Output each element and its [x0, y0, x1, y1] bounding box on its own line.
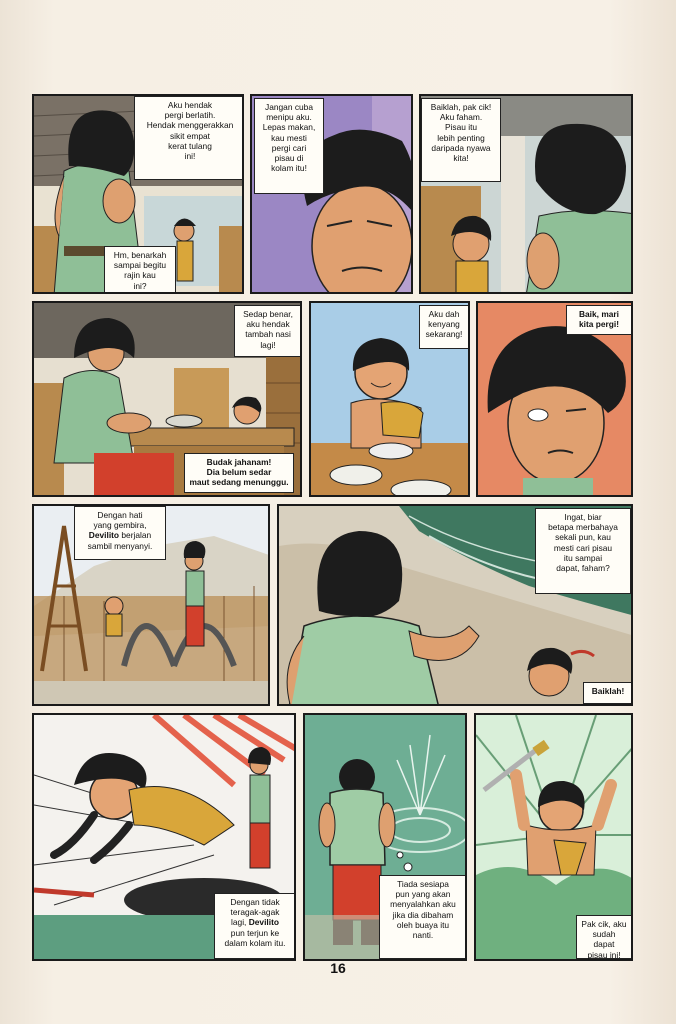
caption-text: pun terjun ke dalam kolam itu. — [224, 927, 286, 948]
panel-1 — [32, 94, 244, 294]
caption-text: Dengan tidak teragak-agak lagi, — [230, 897, 280, 928]
caption-name: Devilito — [88, 530, 120, 541]
panel-10 — [303, 713, 467, 961]
panel-6 — [476, 301, 633, 497]
caption-text: Dengan hati yang gembira, — [93, 510, 147, 531]
panel-11 — [474, 713, 633, 961]
speech-bubble: Budak jahanam! Dia belum sedar maut sedang menunggu. — [184, 453, 294, 493]
speech-bubble: Baiklah, pak cik! Aku faham. Pisau itu lebih penting daripada nyawa kita! — [421, 98, 501, 182]
speech-bubble: Jangan cuba menipu aku. Lepas makan, kau mesti pergi cari pisau di kolam itu! — [254, 98, 324, 194]
speech-bubble: Baik, mari kita pergi! — [566, 305, 632, 335]
panel-7 — [32, 504, 270, 706]
narration-caption — [74, 506, 166, 560]
speech-bubble: Pak cik, aku sudah dapat pisau ini! — [576, 915, 632, 959]
caption-text: berjalan sambil menyanyi. — [87, 530, 153, 551]
panel-2 — [250, 94, 413, 294]
panel-8 — [277, 504, 633, 706]
speech-bubble: Hm, benarkah sampai begitu rajin kau ini? — [104, 246, 176, 294]
panel-5 — [309, 301, 470, 497]
panel-4 — [32, 301, 302, 497]
panel-9 — [32, 713, 296, 961]
caption-name: Devilito — [248, 917, 279, 928]
speech-bubble: Ingat, biar betapa merbahaya sekali pun, kau mesti cari pisau itu sampai dapat, faham? — [535, 508, 631, 594]
speech-bubble: Aku hendak pergi berlatih. Hendak menggerakkan sikit empat kerat tulang ini! — [134, 96, 244, 180]
thought-bubble: Tiada sesiapa pun yang akan menyalahkan aku jika dia dibaham oleh buaya itu nanti. — [379, 875, 467, 959]
speech-bubble: Aku dah kenyang sekarang! — [419, 305, 469, 349]
speech-bubble: Sedap benar, aku hendak tambah nasi lagi! — [234, 305, 302, 357]
narration-caption — [214, 893, 296, 959]
panel-3 — [419, 94, 633, 294]
page-number: 16 — [330, 960, 346, 976]
speech-bubble: Baiklah! — [583, 682, 633, 704]
